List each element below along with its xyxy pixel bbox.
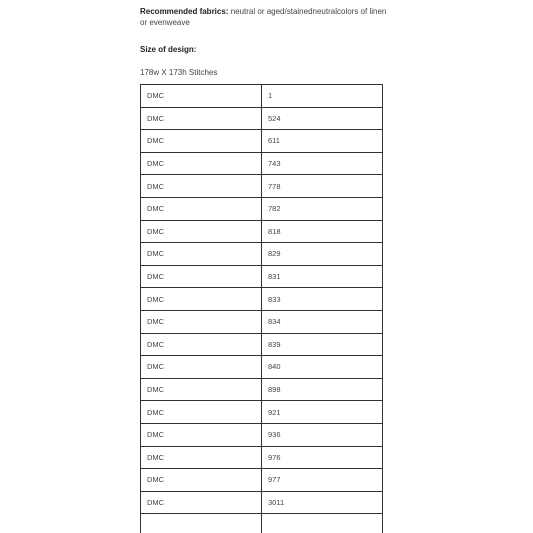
thread-row [141, 130, 383, 153]
thread-row [141, 220, 383, 243]
thread-row [141, 423, 383, 446]
thread-brand-cell: DMC [141, 491, 262, 514]
recommended-fabrics-label: Recommended fabrics: [140, 7, 229, 16]
thread-code-cell: 921 [262, 401, 383, 424]
thread-brand-cell: DMC [141, 310, 262, 333]
thread-row [141, 356, 383, 379]
thread-code-cell: 839 [262, 333, 383, 356]
thread-brand-cell: DMC [141, 175, 262, 198]
thread-row [141, 401, 383, 424]
thread-row [141, 469, 383, 492]
thread-row [141, 107, 383, 130]
thread-code-cell: 833 [262, 288, 383, 311]
thread-code-cell: 829 [262, 243, 383, 266]
thread-brand-cell: DMC [141, 197, 262, 220]
thread-code-cell: 818 [262, 220, 383, 243]
thread-code-cell: 778 [262, 175, 383, 198]
thread-row [141, 152, 383, 175]
thread-list-body [141, 85, 383, 533]
thread-row [141, 514, 383, 533]
thread-brand-cell: DMC [141, 243, 262, 266]
thread-row [141, 175, 383, 198]
thread-code-cell: 831 [262, 265, 383, 288]
thread-code-cell: 611 [262, 130, 383, 153]
recommended-fabrics-value: neutral or aged/stainedneutralcolors of linen or evenweave [140, 7, 387, 27]
thread-code-cell: 840 [262, 356, 383, 379]
thread-brand-cell: DMC [141, 333, 262, 356]
thread-code-cell: 524 [262, 107, 383, 130]
thread-brand-cell [141, 514, 262, 533]
thread-row [141, 197, 383, 220]
thread-row [141, 265, 383, 288]
thread-code-cell [262, 514, 383, 533]
stitch-count: 178w X 173h Stitches [140, 68, 218, 77]
thread-code-cell: 976 [262, 446, 383, 469]
thread-brand-cell: DMC [141, 401, 262, 424]
thread-brand-cell: DMC [141, 130, 262, 153]
recommended-fabrics [140, 6, 390, 28]
thread-code-cell: 834 [262, 310, 383, 333]
thread-code-cell: 782 [262, 197, 383, 220]
thread-code-cell: 898 [262, 378, 383, 401]
thread-row [141, 243, 383, 266]
thread-brand-cell: DMC [141, 423, 262, 446]
thread-code-cell: 743 [262, 152, 383, 175]
size-of-design-heading: Size of design: [140, 45, 197, 54]
thread-code-cell: 1 [262, 85, 383, 108]
thread-code-cell: 977 [262, 469, 383, 492]
thread-row [141, 491, 383, 514]
thread-brand-cell: DMC [141, 107, 262, 130]
product-details [140, 4, 390, 78]
thread-brand-cell: DMC [141, 152, 262, 175]
thread-row [141, 85, 383, 108]
thread-list-table [140, 84, 383, 533]
thread-brand-cell: DMC [141, 446, 262, 469]
thread-code-cell: 3011 [262, 491, 383, 514]
thread-row [141, 288, 383, 311]
thread-brand-cell: DMC [141, 469, 262, 492]
thread-row [141, 310, 383, 333]
thread-brand-cell: DMC [141, 378, 262, 401]
thread-brand-cell: DMC [141, 356, 262, 379]
thread-brand-cell: DMC [141, 265, 262, 288]
thread-brand-cell: DMC [141, 85, 262, 108]
thread-code-cell: 936 [262, 423, 383, 446]
thread-row [141, 333, 383, 356]
thread-row [141, 446, 383, 469]
thread-brand-cell: DMC [141, 220, 262, 243]
thread-row [141, 378, 383, 401]
thread-brand-cell: DMC [141, 288, 262, 311]
